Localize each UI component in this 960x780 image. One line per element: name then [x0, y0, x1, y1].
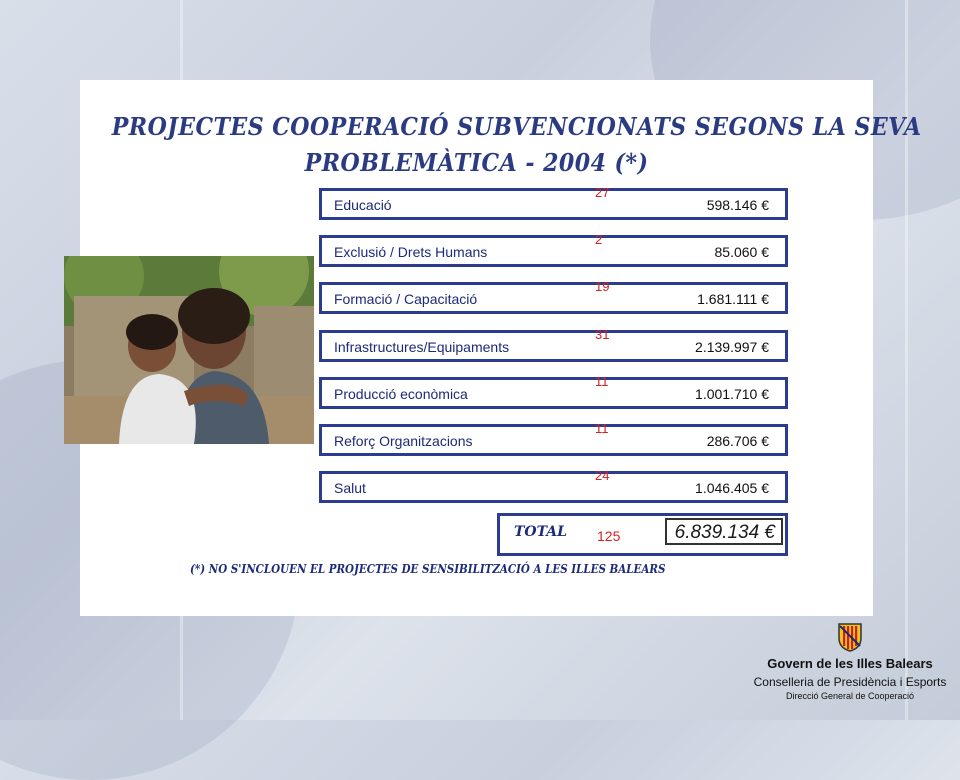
row-label: Producció econòmica — [334, 386, 468, 402]
row-label: Exclusió / Drets Humans — [334, 244, 488, 260]
table-row — [319, 374, 788, 409]
row-count: 19 — [595, 279, 610, 294]
row-amount: 1.001.710 € — [695, 386, 769, 402]
total-amount-box — [665, 518, 783, 545]
row-count: 2 — [595, 232, 603, 247]
slide-title-line1: PROJECTES COOPERACIÓ SUBVENCIONATS SEGONS LA SEVA — [111, 112, 922, 141]
total-row — [497, 513, 788, 556]
directorate-name: Direcció General de Cooperació — [785, 691, 915, 701]
row-amount: 1.046.405 € — [695, 480, 769, 496]
row-count: 27 — [595, 185, 610, 200]
row-amount: 598.146 € — [706, 197, 769, 213]
table-row — [319, 327, 788, 362]
table-row — [319, 185, 788, 220]
row-amount: 85.060 € — [714, 244, 769, 260]
total-label: TOTAL — [514, 524, 567, 540]
total-amount: 6.839.134 € — [674, 522, 775, 543]
table-row — [319, 421, 788, 456]
total-count: 125 — [597, 528, 621, 544]
row-count: 11 — [595, 421, 609, 436]
government-name: Govern de les Illes Balears — [767, 656, 933, 671]
government-logo-block — [750, 622, 950, 701]
row-label: Infrastructures/Equipaments — [334, 339, 510, 355]
background-mast — [905, 0, 908, 720]
row-label: Educació — [334, 197, 392, 213]
footnote: (*) NO S'INCLOUEN EL PROJECTES DE SENSIBILITZACIÓ A LES ILLES BALEARS — [190, 562, 666, 576]
row-label: Salut — [334, 480, 366, 496]
row-label: Reforç Organitzacions — [334, 433, 473, 449]
table-row — [319, 468, 788, 503]
row-count: 31 — [595, 327, 610, 342]
table-row — [319, 279, 788, 314]
department-name: Conselleria de Presidència i Esports — [753, 675, 947, 689]
row-count: 24 — [595, 468, 610, 483]
table-row — [319, 232, 788, 267]
row-amount: 2.139.997 € — [695, 339, 769, 355]
coat-of-arms-icon — [837, 622, 863, 652]
slide-title-line2: PROBLEMÀTICA - 2004 (*) — [304, 148, 649, 177]
row-count: 11 — [595, 374, 609, 389]
row-amount: 1.681.111 € — [697, 291, 769, 307]
row-amount: 286.706 € — [706, 433, 769, 449]
row-label: Formació / Capacitació — [334, 291, 478, 307]
photo-mother-child — [64, 256, 314, 444]
